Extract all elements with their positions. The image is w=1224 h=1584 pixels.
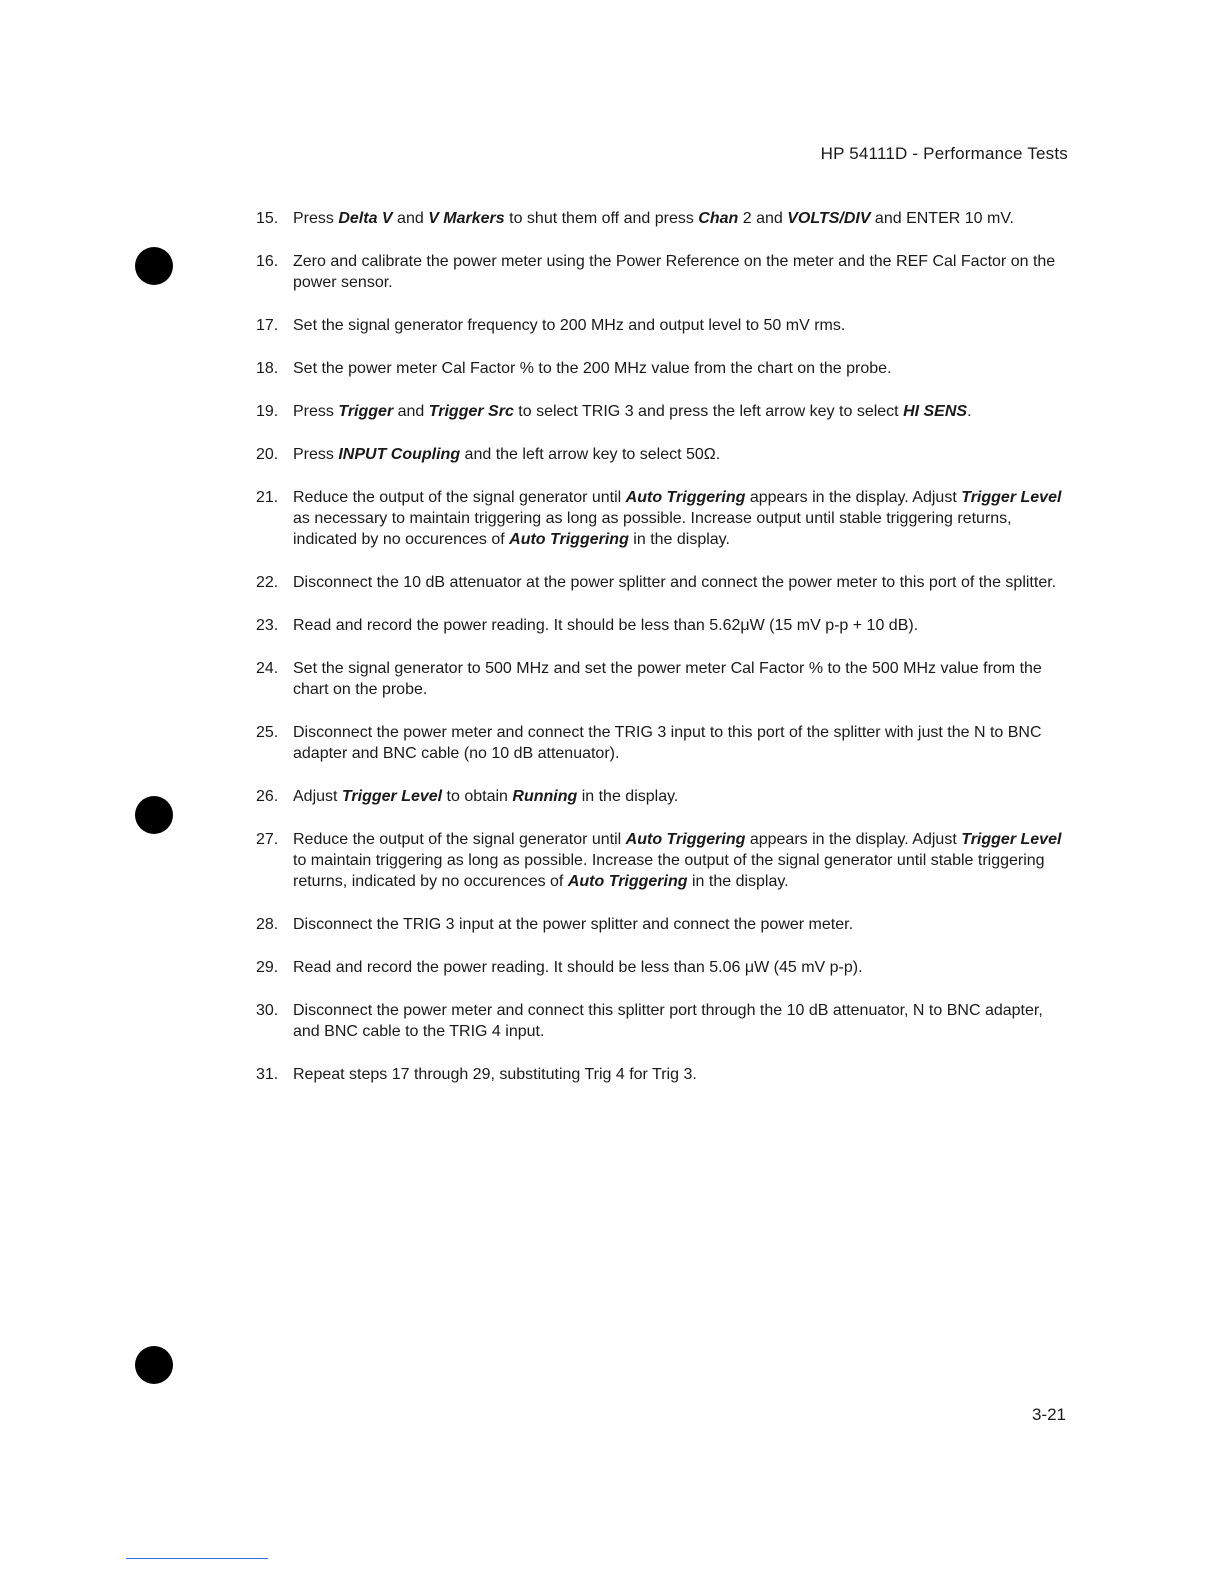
procedure-step <box>256 615 1068 636</box>
step-number: 29. <box>256 959 279 976</box>
step-text-run: to shut them off and press <box>504 210 699 227</box>
softkey-label: Running <box>512 788 578 805</box>
procedure-step <box>256 208 1068 229</box>
step-number: 30. <box>256 1002 279 1019</box>
step-number: 21. <box>256 489 279 506</box>
step-text-run: Read and record the power reading. It should be less than 5.62μW (15 mV p-p + 10 dB). <box>293 617 919 634</box>
step-number: 25. <box>256 724 279 741</box>
step-text-run: Set the signal generator to 500 MHz and set the power meter Cal Factor % to the 500 MHz value from the chart on the probe. <box>293 660 1042 698</box>
step-number: 22. <box>256 574 279 591</box>
step-text <box>293 831 1061 890</box>
step-text-run: as necessary to maintain triggering as long as possible. Increase output until stable triggering returns, indicated by no occurences of <box>293 510 1012 548</box>
step-text-run: to obtain <box>442 788 513 805</box>
step-text-run: Set the power meter Cal Factor % to the 200 MHz value from the chart on the probe. <box>293 360 892 377</box>
step-text <box>293 916 853 933</box>
procedure-step <box>256 487 1068 550</box>
step-text <box>293 403 972 420</box>
step-text <box>293 1066 697 1083</box>
step-text <box>293 253 1055 291</box>
softkey-label: Trigger Level <box>961 831 1062 848</box>
softkey-label: Auto Triggering <box>509 531 629 548</box>
softkey-label: HI SENS <box>903 403 968 420</box>
step-text-run: 2 and <box>738 210 788 227</box>
step-number: 31. <box>256 1066 279 1083</box>
step-text-run: Reduce the output of the signal generator until <box>293 489 626 506</box>
step-number: 24. <box>256 660 279 677</box>
binder-hole <box>135 796 173 834</box>
step-text-run: Read and record the power reading. It should be less than 5.06 μW (45 mV p-p). <box>293 959 863 976</box>
step-text <box>293 574 1056 591</box>
step-text-run: . <box>967 403 972 420</box>
softkey-label: Delta V <box>338 210 393 227</box>
step-number: 19. <box>256 403 279 420</box>
procedure-step <box>256 658 1068 700</box>
step-text-run: Set the signal generator frequency to 200 MHz and output level to 50 mV rms. <box>293 317 846 334</box>
step-text <box>293 660 1042 698</box>
softkey-label: Auto Triggering <box>567 873 688 890</box>
procedure-step <box>256 444 1068 465</box>
bottom-rule <box>126 1558 268 1559</box>
softkey-label: Chan <box>698 210 739 227</box>
binder-hole <box>135 247 173 285</box>
step-number: 17. <box>256 317 279 334</box>
procedure-step <box>256 914 1068 935</box>
procedure-step <box>256 572 1068 593</box>
step-text-run: Press <box>293 210 339 227</box>
step-text <box>293 959 863 976</box>
softkey-label: INPUT Coupling <box>338 446 461 463</box>
step-text-run: to maintain triggering as long as possible. Increase the output of the signal generator until stable triggering returns, indicated by no occurences of <box>293 852 1045 890</box>
softkey-label: Trigger Level <box>961 489 1062 506</box>
procedure-step <box>256 829 1068 892</box>
step-text-run: Disconnect the TRIG 3 input at the power splitter and connect the power meter. <box>293 916 854 933</box>
step-number: 20. <box>256 446 279 463</box>
step-number: 27. <box>256 831 279 848</box>
step-text-run: Press <box>293 403 339 420</box>
step-text-run: appears in the display. Adjust <box>745 489 962 506</box>
step-text <box>293 360 892 377</box>
softkey-label: V Markers <box>428 210 505 227</box>
step-text <box>293 489 1061 548</box>
procedure-step <box>256 315 1068 336</box>
procedure-step <box>256 358 1068 379</box>
step-text <box>293 1002 1043 1040</box>
binder-hole <box>135 1346 173 1384</box>
procedure-step <box>256 786 1068 807</box>
softkey-label: Trigger Src <box>428 403 514 420</box>
step-text <box>293 317 845 334</box>
step-number: 15. <box>256 210 279 227</box>
step-text-run: to select TRIG 3 and press the left arrow key to select <box>513 403 904 420</box>
step-text-run: in the display. <box>577 788 679 805</box>
step-text-run: and <box>393 403 429 420</box>
step-text-run: in the display. <box>628 531 730 548</box>
step-text <box>293 788 678 805</box>
procedure-step <box>256 722 1068 764</box>
step-text-run: Reduce the output of the signal generator until <box>293 831 626 848</box>
step-text-run: Adjust <box>293 788 342 805</box>
procedure-step <box>256 401 1068 422</box>
softkey-label: Auto Triggering <box>625 489 746 506</box>
step-text-run: and the left arrow key to select 50Ω. <box>460 446 721 463</box>
step-text <box>293 617 918 634</box>
step-number: 18. <box>256 360 279 377</box>
step-number: 23. <box>256 617 279 634</box>
step-text <box>293 446 720 463</box>
step-text-run: in the display. <box>687 873 789 890</box>
softkey-label: VOLTS/DIV <box>787 210 871 227</box>
step-text <box>293 724 1042 762</box>
step-number: 16. <box>256 253 279 270</box>
step-text <box>293 210 1014 227</box>
step-number: 28. <box>256 916 279 933</box>
procedure-steps <box>256 208 1068 1107</box>
step-text-run: Disconnect the power meter and connect this splitter port through the 10 dB attenuator, N to BNC adapter, and BNC cable to the TRIG 4 input. <box>293 1002 1043 1040</box>
step-text-run: Zero and calibrate the power meter using the Power Reference on the meter and the REF Cal Factor on the power sensor. <box>293 253 1056 291</box>
page-number: 3-21 <box>1031 1405 1066 1424</box>
page-header: HP 54111D - Performance Tests <box>820 144 1068 163</box>
step-text-run: Press <box>293 446 339 463</box>
procedure-step <box>256 957 1068 978</box>
step-text-run: appears in the display. Adjust <box>745 831 962 848</box>
step-text-run: and <box>392 210 429 227</box>
softkey-label: Trigger Level <box>341 788 443 805</box>
step-text-run: Repeat steps 17 through 29, substituting Trig 4 for Trig 3. <box>293 1066 697 1083</box>
softkey-label: Trigger <box>338 403 394 420</box>
step-text-run: Disconnect the 10 dB attenuator at the power splitter and connect the power meter to this port of the splitter. <box>293 574 1057 591</box>
procedure-step <box>256 251 1068 293</box>
softkey-label: Auto Triggering <box>625 831 746 848</box>
procedure-step <box>256 1000 1068 1042</box>
step-text-run: Disconnect the power meter and connect the TRIG 3 input to this port of the splitter with just the N to BNC adapter and BNC cable (no 10 dB attenuator). <box>293 724 1042 762</box>
step-text-run: and ENTER 10 mV. <box>870 210 1014 227</box>
procedure-step <box>256 1064 1068 1085</box>
step-number: 26. <box>256 788 279 805</box>
